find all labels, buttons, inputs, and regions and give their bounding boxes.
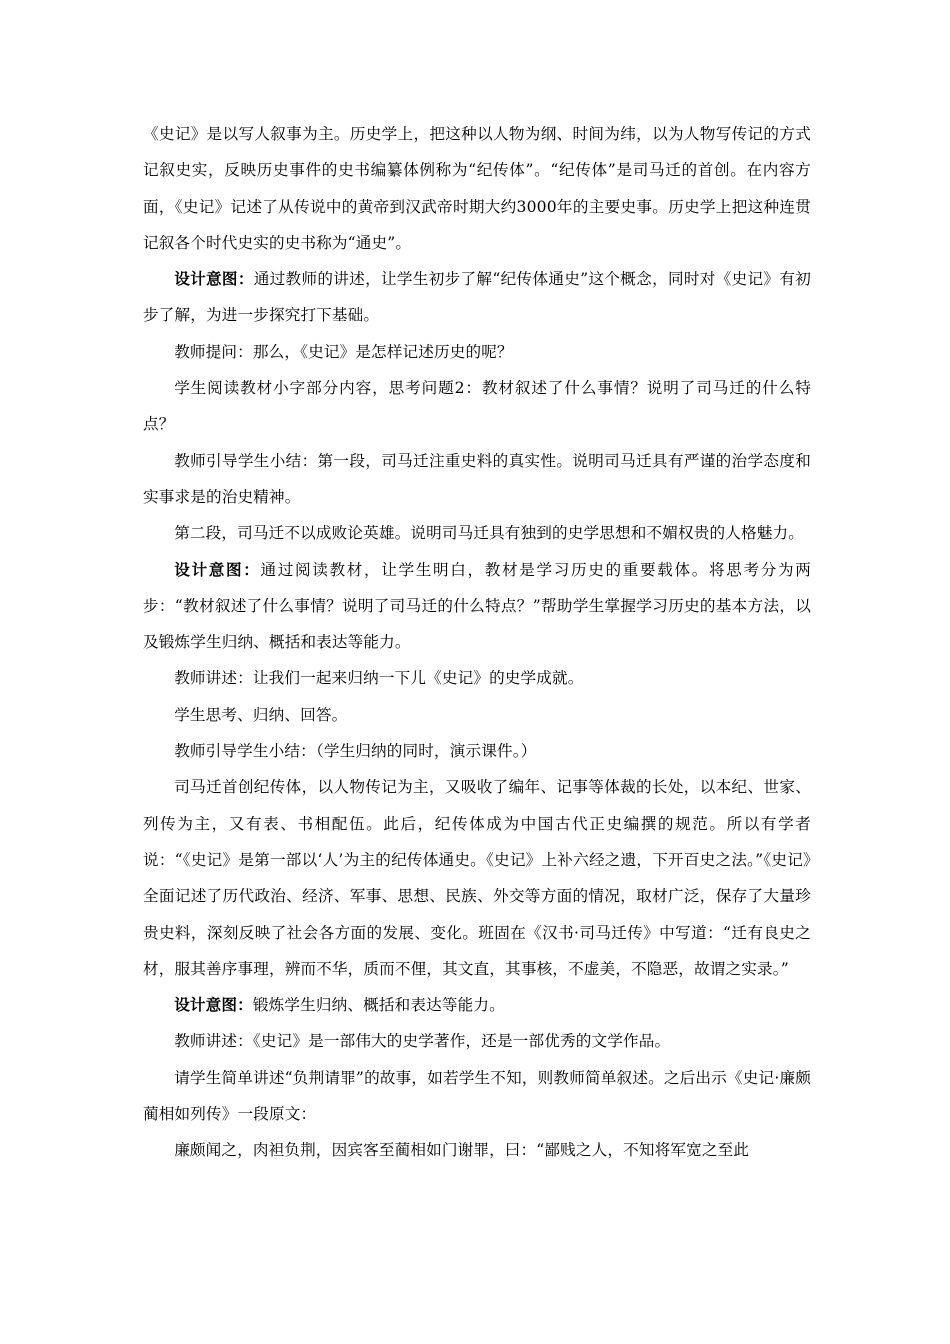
paragraph-3 xyxy=(143,334,811,370)
paragraph-text: 通过教师的讲述，让学生初步了解“纪传体通史”这个概念，同时对《史记》有初步了解，为进一步探究打下基础。 xyxy=(143,270,811,325)
paragraph-text: 廉颇闻之，肉袒负荆，因宾客至蔺相如门谢罪，曰：“鄙贱之人，不知将军宽之至此 xyxy=(174,1141,750,1160)
paragraph-2 xyxy=(143,261,811,334)
design-intent-label: 设计意图： xyxy=(174,995,253,1015)
paragraph-1 xyxy=(143,116,811,261)
paragraph-5 xyxy=(143,443,811,516)
design-intent-label: 设计意图： xyxy=(174,559,261,579)
paragraph-text: 第二段，司马迁不以成败论英雄。说明司马迁具有独到的史学思想和不媚权贵的人格魅力。 xyxy=(174,524,804,543)
paragraph-9 xyxy=(143,697,811,733)
paragraph-text: 教师引导学生小结：第一段，司马迁注重史料的真实性。说明司马迁具有严谨的治学态度和实事求是的治史精神。 xyxy=(143,451,811,506)
paragraph-7 xyxy=(143,552,811,661)
paragraph-10 xyxy=(143,733,811,769)
paragraph-text: 请学生简单讲述“负荆请罪”的故事，如若学生不知，则教师简单叙述。之后出示《史记·廉颇蔺相如列传》一段原文： xyxy=(143,1068,811,1124)
paragraph-text: 教师讲述：《史记》是一部伟大的史学著作，还是一部优秀的文学作品。 xyxy=(174,1032,671,1051)
paragraph-text: 教师讲述：让我们一起来归纳一下儿《史记》的史学成就。 xyxy=(174,669,584,688)
paragraph-15 xyxy=(143,1132,811,1168)
paragraph-text: 《史记》是以写人叙事为主。历史学上，把这种以人物为纲、时间为纬，以为人物写传记的方式记叙史实，反映历史事件的史书编纂体例称为“纪传体”。“纪传体”是司马迁的首创。在内容方面，《史记》记述了从传说中的黄帝到汉武帝时期大约3000年的主要史事。历史学上把这种连贯记叙各个时代史实的史书称为“通史”。 xyxy=(143,125,811,252)
paragraph-text: 教师提问：那么，《史记》是怎样记述历史的呢？ xyxy=(174,342,513,361)
paragraph-13 xyxy=(143,1023,811,1059)
paragraph-text: 通过阅读教材，让学生明白，教材是学习历史的重要载体。将思考分为两步：“教材叙述了什么事情？说明了司马迁的什么特点？”帮助学生掌握学习历史的基本方法，以及锻炼学生归纳、概括和表达等能力。 xyxy=(143,560,811,652)
paragraph-8 xyxy=(143,660,811,696)
paragraph-4 xyxy=(143,370,811,443)
paragraph-text: 学生阅读教材小字部分内容，思考问题2：教材叙述了什么事情？说明了司马迁的什么特点？ xyxy=(143,379,811,434)
paragraph-text: 学生思考、归纳、回答。 xyxy=(174,705,348,724)
paragraph-text: 教师引导学生小结：（学生归纳的同时，演示课件。） xyxy=(174,742,537,761)
paragraph-14 xyxy=(143,1060,811,1133)
paragraph-11 xyxy=(143,769,811,987)
design-intent-label: 设计意图： xyxy=(174,269,254,289)
paragraph-text: 司马迁首创纪传体，以人物传记为主，又吸收了编年、记事等体裁的长处，以本纪、世家、列传为主，又有表、书相配伍。此后，纪传体成为中国古代正史编撰的规范。所以有学者说：“《史记》是第一部以‘人’为主的纪传体通史。《史记》上补六经之遗，下开百史之法。”《史记》全面记述了历代政治、经济、军事、思想、民族、外交等方面的情况，取材广泛，保存了大量珍贵史料，深刻反映了社会各方面的发展、变化。班固在《汉书·司马迁传》中写道：“迁有良史之材，服其善序事理，辨而不华，质而不俚，其文直，其事核，不虚美，不隐恶，故谓之实录。” xyxy=(143,778,811,978)
document-body xyxy=(143,116,811,1169)
paragraph-12 xyxy=(143,987,811,1023)
paragraph-6 xyxy=(143,515,811,551)
paragraph-text: 锻炼学生归纳、概括和表达等能力。 xyxy=(252,996,505,1015)
